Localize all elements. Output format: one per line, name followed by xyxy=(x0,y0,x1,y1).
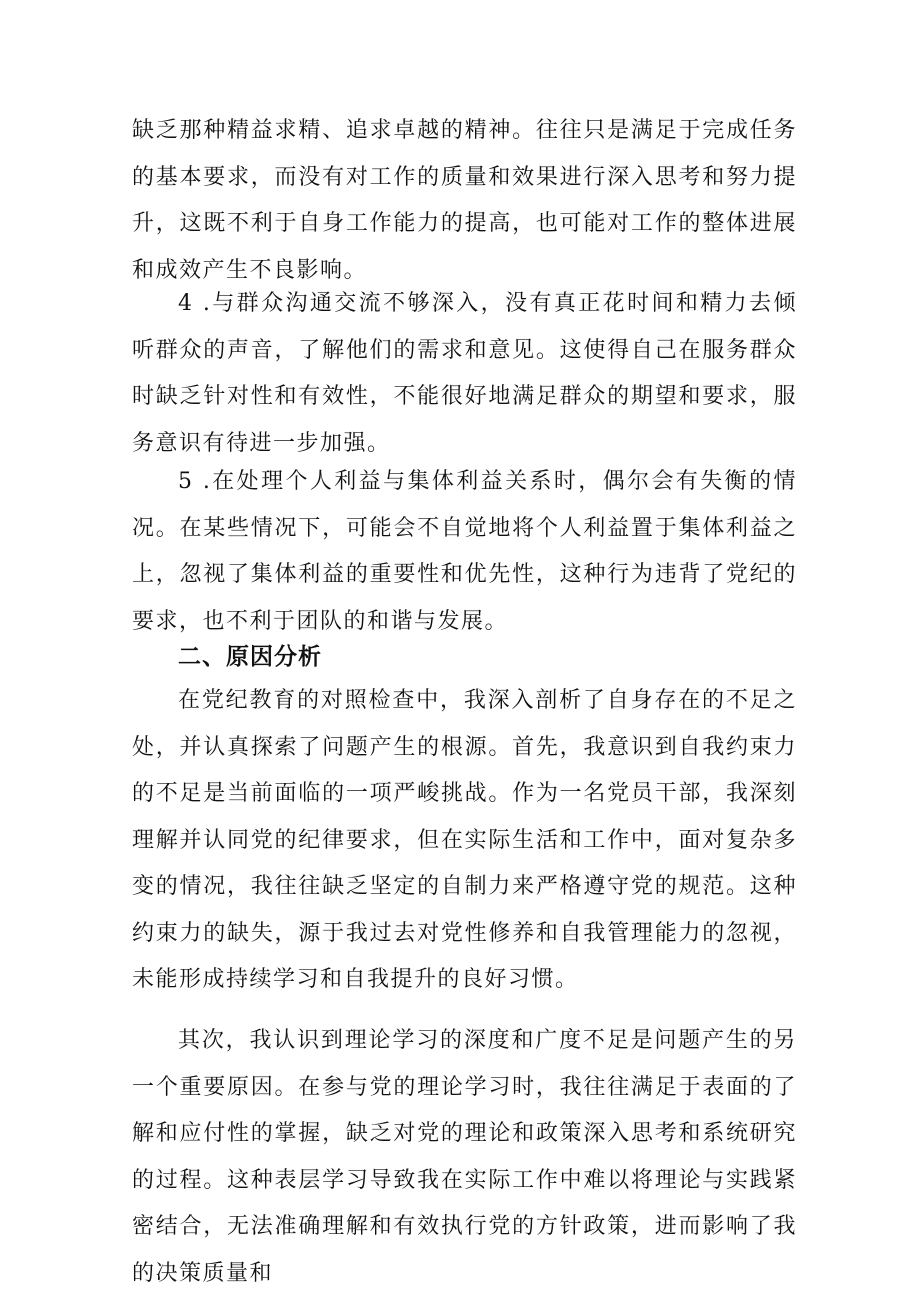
paragraph-continuation: 缺乏那种精益求精、追求卓越的精神。往往只是满足于完成任务的基本要求，而没有对工作的质量和效果进行深入思考和努力提升，这既不利于自身工作能力的提高，也可能对工作的整体进展和成效产生不良影响。 xyxy=(132,118,797,283)
section-heading: 二、原因分析 xyxy=(178,644,322,670)
paragraph-cause-analysis-2: 其次，我认识到理论学习的深度和广度不足是问题产生的另一个重要原因。在参与党的理论学习时，我往往满足于表面的了解和应付性的掌握，缺乏对党的理论和政策深入思考和系统研究的过程。这种表层学习导致我在实际工作中难以将理论与实践紧密结合，无法准确理解和有效执行党的方针政策，进而影响了我的决策质量和 xyxy=(132,1028,797,1286)
paragraph-item-5: 5 .在处理个人利益与集体利益关系时，偶尔会有失衡的情况。在某些情况下，可能会不自觉地将个人利益置于集体利益之上，忽视了集体利益的重要性和优先性，这种行为违背了党纪的要求，也不利于团队的和谐与发展。 xyxy=(132,469,797,634)
paragraph-item-4: 4 .与群众沟通交流不够深入，没有真正花时间和精力去倾听群众的声音，了解他们的需求和意见。这使得自己在服务群众时缺乏针对性和有效性，不能很好地满足群众的期望和要求，服务意识有待进一步加强。 xyxy=(132,291,797,456)
paragraph-cause-analysis-1: 在党纪教育的对照检查中，我深入剖析了自身存在的不足之处，并认真探索了问题产生的根源。首先，我意识到自我约束力的不足是当前面临的一项严峻挑战。作为一名党员干部，我深刻理解并认同党的纪律要求，但在实际生活和工作中，面对复杂多变的情况，我往往缺乏坚定的自制力来严格遵守党的规范。这种约束力的缺失，源于我过去对党性修养和自我管理能力的忽视，未能形成持续学习和自我提升的良好习惯。 xyxy=(132,688,797,992)
